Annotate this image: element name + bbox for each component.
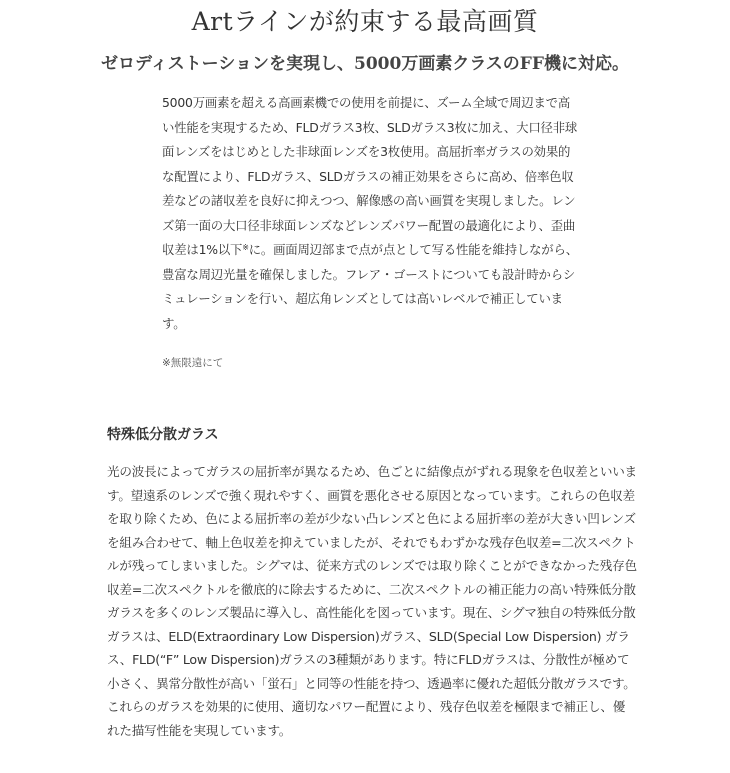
footnote: ※無限遠にて [162,357,224,369]
intro-text-part-1: 5000万画素を超える高画素機での使用を前提に、ズーム全域で周辺まで高い性能を実現するため、FLDガラス3枚、SLDガラス3枚に加え、大口径非球面レンズをはじめとした非球面レンズを3枚使用。高屈折率ガラスの効果的な配置により、FLDガラス、SLDガラスの補正効果をさらに高め、倍率色収差などの諸収差を良好に抑えつつ、解像感の高い画質を実現しました。レンズ第一面の大口径非球面レンズなどレンズパワー配置の最適化により、歪曲収差は1%以下 [162,95,578,257]
headline: Artラインが約束する最高画質 [191,7,539,36]
subheadline: ゼロディストーションを実現し、5000万画素クラスのFF機に対応。 [101,54,629,74]
footnote-marker: ※ [242,243,249,252]
section-title: 特殊低分散ガラス [107,427,219,443]
intro-text-part-2: に。画面周辺部まで点が点として写る性能を維持しながら、豊富な周辺光量を確保しました。フレア・ゴーストについても設計時からシミュレーションを行い、超広角レンズとしては高いレベルで補正しています。 [162,242,578,331]
section-body: 光の波長によってガラスの屈折率が異なるため、色ごとに結像点がずれる現象を色収差といいます。望遠系のレンズで強く現れやすく、画質を悪化させる原因となっています。これらの色収差を取り除くため、色による屈折率の差が少ない凸レンズと色による屈折率の差が大きい凹レンズを組み合わせて、軸上色収差を抑えていましたが、それでもわずかな残存色収差=二次スペクトルが残ってしまいました。シグマは、従来方式のレンズでは取り除くことができなかった残存色収差=二次スペクトルを徹底的に除去するために、二次スペクトルの補正能力の高い特殊低分散ガラスを多くのレンズ製品に導入し、高性能化を図っています。現在、シグマ独自の特殊低分散ガラスは、ELD(Extraordinary Low Dispersion)ガラス、SLD(Special Low Dispersion) ガラス、FLD(“F” Low Dispersion)ガラスの3種類があります。特にFLDガラスは、分散性が極めて小さく、異常分散性が高い「蛍石」と同等の性能を持つ、透過率に優れた超低分散ガラスです。これらのガラスを効果的に使用、適切なパワー配置により、残存色収差を極限まで補正し、優れた描写性能を実現しています。 [107,464,637,738]
intro-paragraph [162,91,580,336]
